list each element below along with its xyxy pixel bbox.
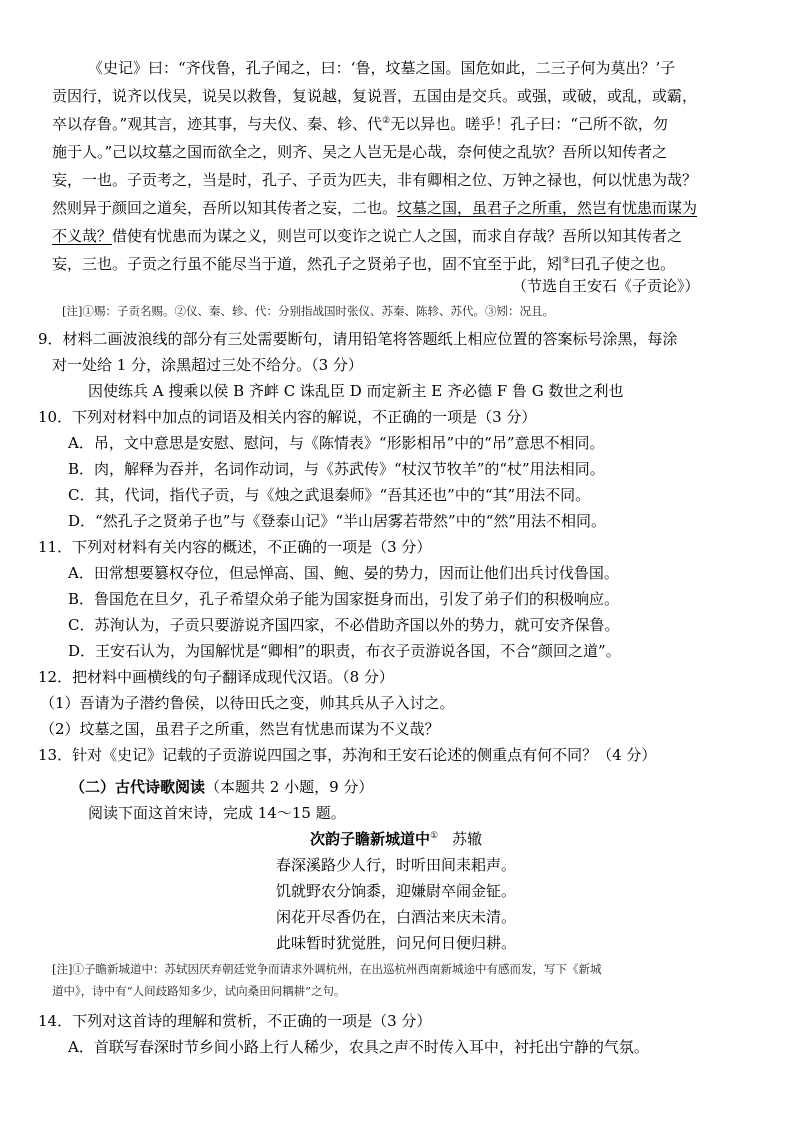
passage-line-1: 《史记》曰：“齐伐鲁，孔子闻之，曰：‘鲁，坟墓之国。国危如此，二三子何为莫出？’子 [88, 59, 676, 77]
poem-line-3: 闲花开尽香仍在，白酒沽来庆未清。 [276, 908, 517, 926]
q10-option-c: C．其，代词，指代子贡，与《烛之武退秦师》“吾其还也”中的“其”用法不同。 [68, 486, 591, 504]
passage-source: （节选自王安石《子贡论》） [512, 277, 700, 295]
q10-option-d: D．“然孔子之贤弟子也”与《登泰山记》“半山居雾若带然”中的“然”用法不相同。 [68, 512, 607, 530]
poem-author: 苏辙 [452, 830, 483, 848]
q9-stem-line-1: 9．材料二画波浪线的部分有三处需要断句，请用铅笔将答题纸上相应位置的答案标号涂黑，每涂 [38, 330, 678, 348]
q12-sentence-1: （1）吾请为子潜约鲁侯，以待田氏之变，帅其兵从子入讨之。 [40, 694, 455, 712]
poem-note-line-2: 道中》，诗中有“人间歧路知多少，试向桑田问耦耕”之句。 [52, 984, 346, 998]
q12-sentence-2: （2）坟墓之国，虽君子之所重，然岂有忧患而谋为不义哉？ [40, 720, 440, 738]
poem-title: 次韵子瞻新城道中 [310, 830, 431, 848]
poem-line-2: 饥就野农分饷黍，迎嫌尉卒闹金钲。 [276, 882, 517, 900]
poem-line-1: 春深溪路少人行，时听田间耒耜声。 [276, 856, 517, 874]
passage-line-3 [52, 114, 668, 134]
footnote-marker-2: ② [382, 116, 391, 126]
poem-title-footnote-marker: ① [430, 830, 439, 840]
passage-line-7 [52, 226, 682, 246]
passage-line-6-text: 然则异于颜回之道矣，吾所以知其传者之妄，二也。 [52, 199, 398, 217]
q11-option-d: D．王安石认为，为国解忧是“卿相”的职责，布衣子贡游说各国，不合“颜回之道”。 [68, 642, 621, 660]
q9-stem-line-2: 对一处给 1 分，涂黑超过三处不给分。（3 分） [52, 356, 363, 374]
q9-options: 因使练兵 A 搜乘以侯 B 齐衅 C 诛乱臣 D 而定新主 E 齐必德 F 鲁 G 数世之利也 [88, 382, 624, 400]
passage-line-8 [52, 254, 675, 274]
q11-option-a: A．田常想要篡权夺位，但忌惮高、国、鲍、晏的势力，因而让他们出兵讨伐鲁国。 [68, 564, 619, 582]
q11-option-c: C．苏洵认为，子贡只要游说齐国四家，不必借助齐国以外的势力，就可安齐保鲁。 [68, 616, 620, 634]
poem-title-line [310, 829, 482, 850]
underlined-sentence-part-2: 不义哉？ [52, 227, 113, 245]
section-heading [70, 777, 373, 797]
passage-line-5: 妄，一也。子贡考之，当是时，孔子、子贡为匹夫，非有卿相之位、万钟之禄也，何以忧患为哉？ [52, 171, 698, 189]
q10-stem: 10．下列对材料中加点的词语及相关内容的解说，不正确的一项是（3 分） [38, 408, 537, 426]
underlined-sentence-part-1: 坟墓之国，虽君子之所重，然岂有忧患而谋为 [397, 199, 698, 217]
passage-line-8-text: 妄，三也。子贡之行虽不能尽当于道，然孔子之贤弟子也，固不宜至于此，矧 [52, 255, 563, 273]
passage-line-8-tail: 曰孔子使之也。 [570, 255, 676, 273]
section-intro: 阅读下面这首宋诗，完成 14～15 题。 [88, 804, 346, 822]
q13-stem: 13．针对《史记》记载的子贡游说四国之事，苏洵和王安石论述的侧重点有何不同？（4 分） [38, 746, 657, 764]
passage-line-3-text: 卒以存鲁。”观其言，迹其事，与夫仪、秦、轸、代 [52, 115, 383, 133]
q10-option-a: A．吊，文中意思是安慰、慰问，与《陈情表》“形影相吊”中的“吊”意思不相同。 [68, 434, 605, 452]
q14-stem: 14．下列对这首诗的理解和赏析，不正确的一项是（3 分） [38, 1012, 432, 1030]
footnote-marker-3: ③ [562, 256, 571, 266]
passage-line-2: 贡因行，说齐以伐吴，说吴以救鲁，复说越，复说晋，五国由是交兵。或强，或破，或乱，或霸， [52, 87, 698, 105]
q10-option-b: B．肉，解释为吞并，名词作动词，与《苏武传》“杖汉节牧羊”的“杖”用法相同。 [68, 460, 605, 478]
poem-note-line-1: [注]①子瞻新城道中：苏轼因厌弃朝廷党争而请求外调杭州，在出巡杭州西南新城途中有感而发，写下《新城 [52, 962, 602, 976]
passage-line-3-tail: 无以异也。嗟乎！孔子曰：“己所不欲，勿 [390, 115, 668, 133]
passage-line-7-text: 借使有忧患而为谋之义，则岂可以变诈之说亡人之国，而求自存哉？吾所以知其传者之 [112, 227, 683, 245]
passage-note: [注]①赐：子贡名赐。②仪、秦、轸、代：分别指战国时张仪、苏秦、陈轸、苏代。③矧：况且。 [62, 304, 554, 318]
q14-option-a: A．首联写春深时节乡间小路上行人稀少，农具之声不时传入耳中，衬托出宁静的气氛。 [68, 1038, 649, 1056]
q11-option-b: B．鲁国危在旦夕，孔子希望众弟子能为国家挺身而出，引发了弟子们的积极响应。 [68, 590, 620, 608]
passage-line-6 [52, 198, 697, 218]
section-heading-suffix: （本题共 2 小题，9 分） [205, 778, 374, 796]
q12-stem: 12．把材料中画横线的句子翻译成现代汉语。（8 分） [38, 668, 394, 686]
poem-line-4: 此味暂时犹觉胜，问兄何日便归耕。 [276, 934, 517, 952]
passage-line-4: 施于人。”己以坟墓之国而欲全之，则齐、吴之人岂无是心哉，奈何使之乱欤？吾所以知传者之 [52, 143, 668, 161]
section-heading-title: （二）古代诗歌阅读 [70, 778, 206, 796]
q11-stem: 11．下列对材料有关内容的概述，不正确的一项是（3 分） [38, 538, 432, 556]
